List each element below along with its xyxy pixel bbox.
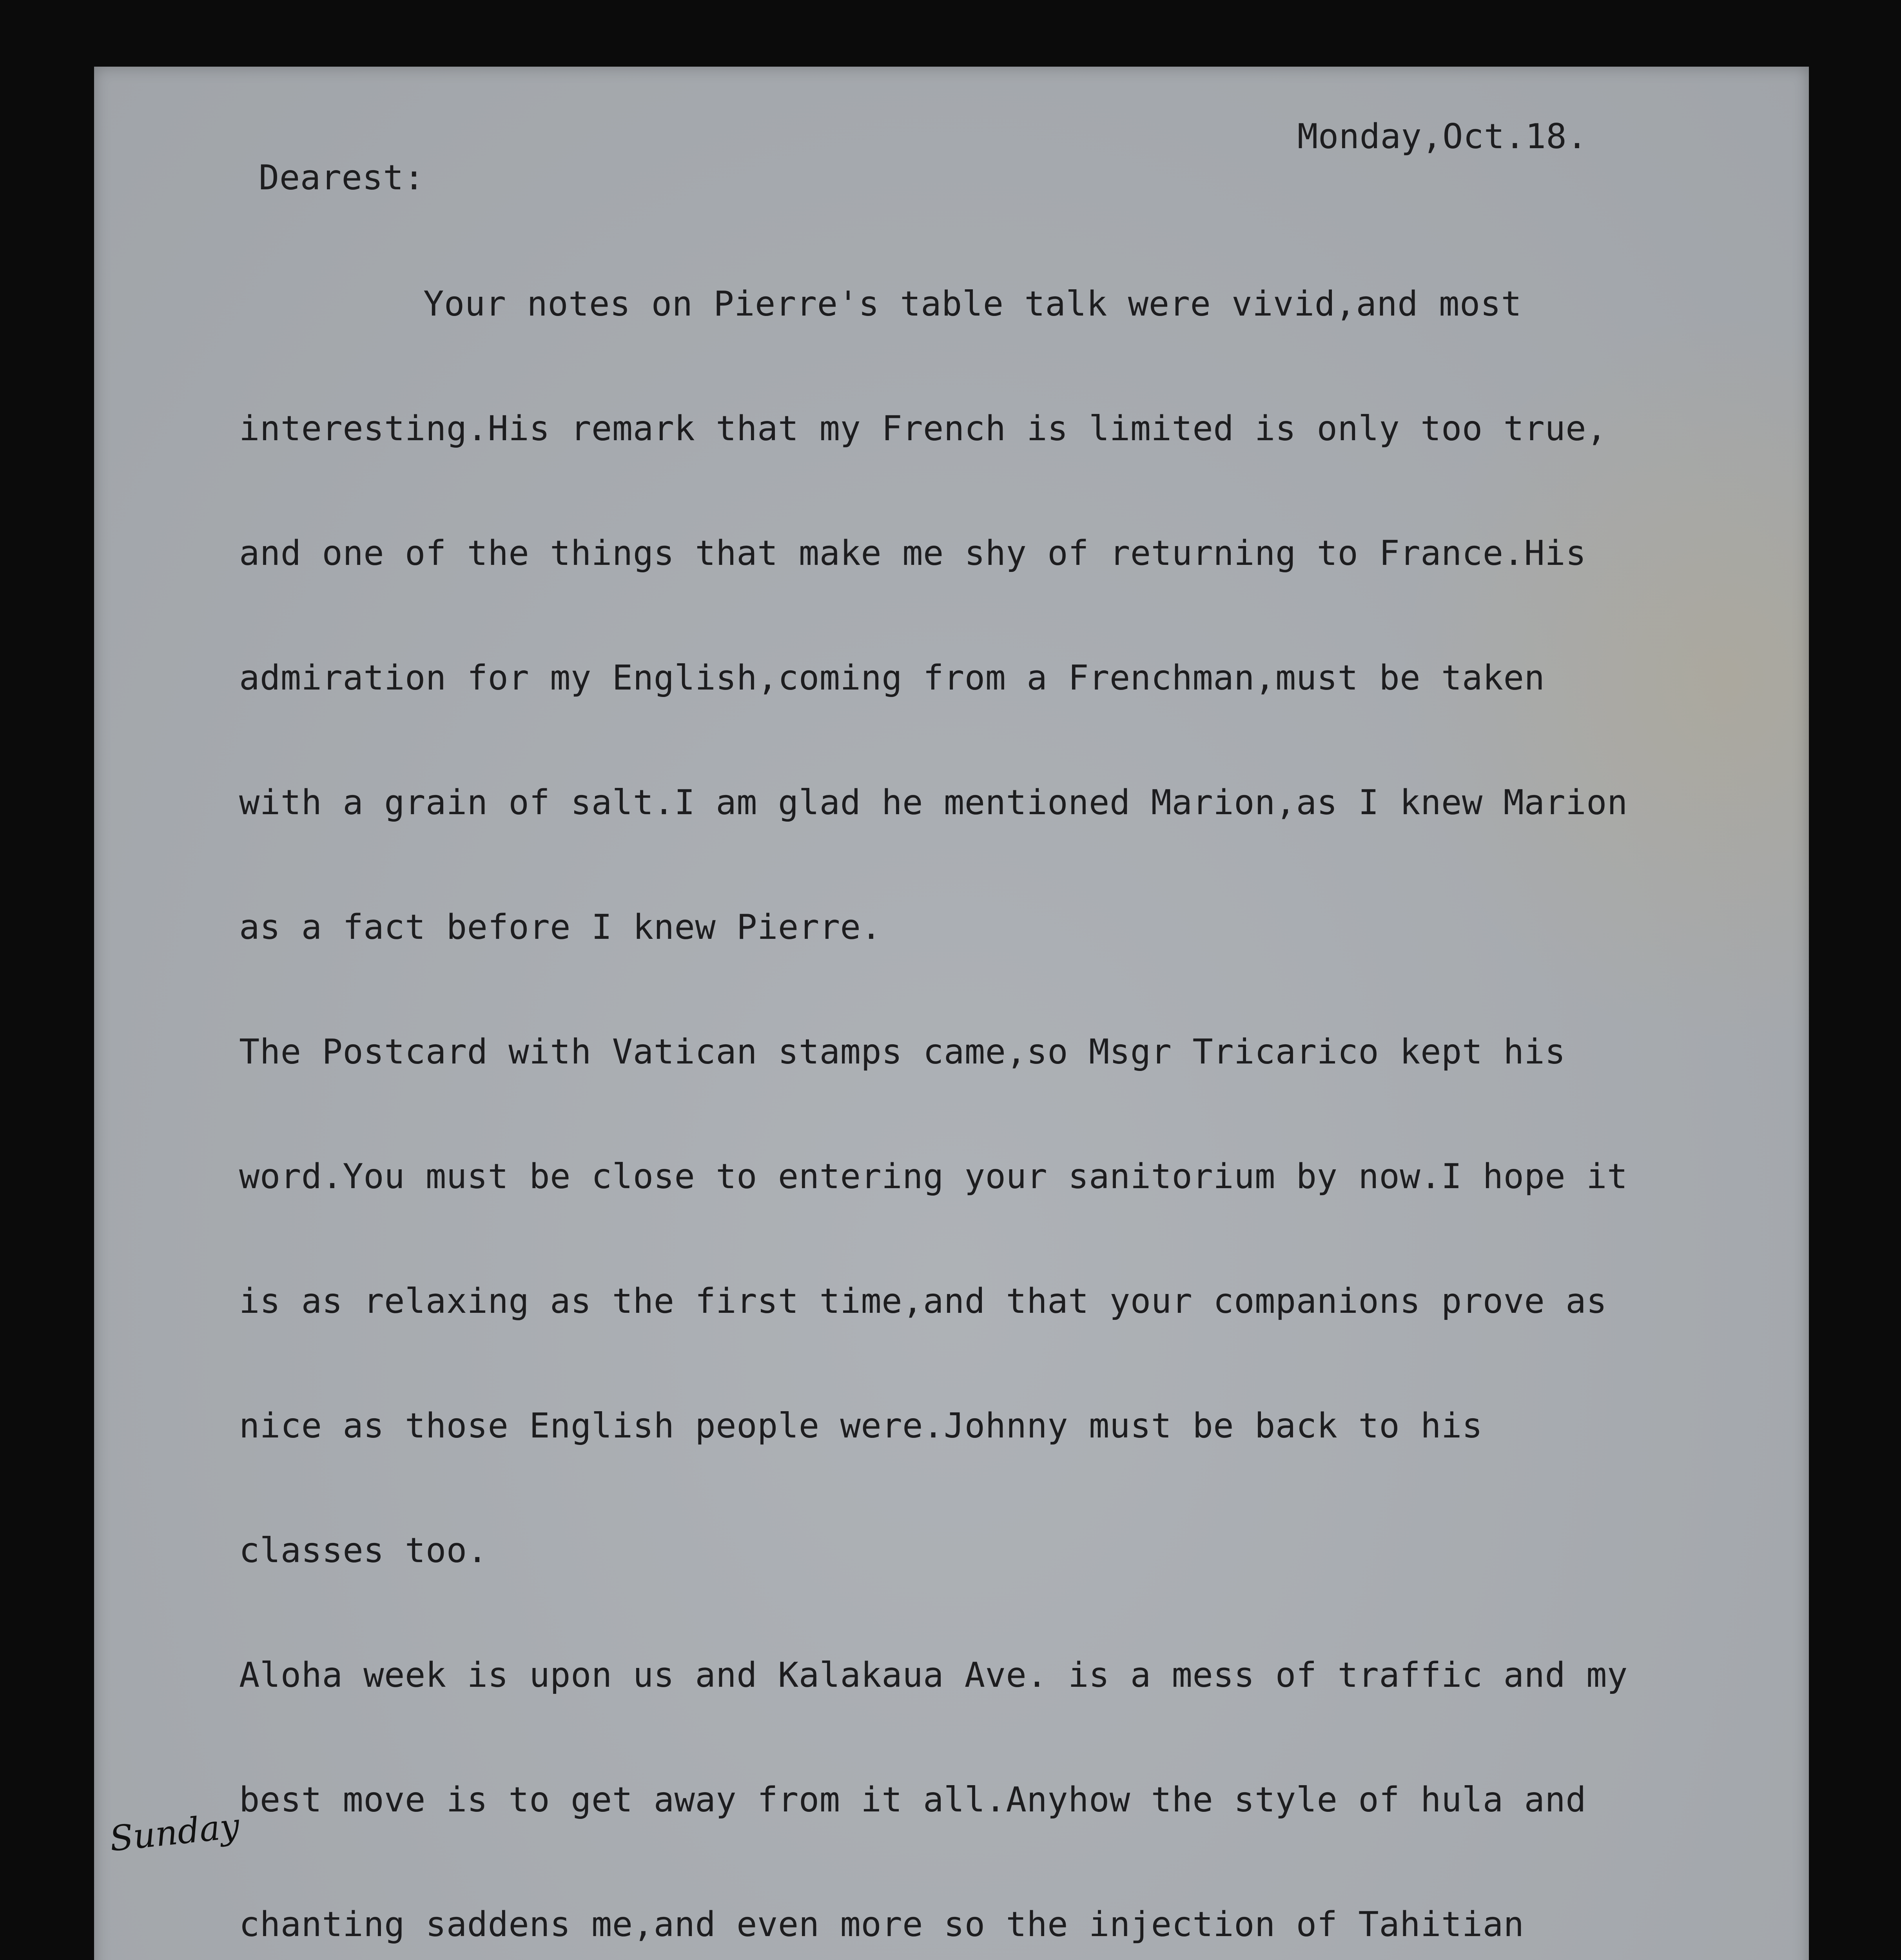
body-line: and one of the things that make me shy of returning to France.His bbox=[239, 533, 1587, 573]
body-line: Aloha week is upon us and Kalakaua Ave. is a mess of traffic and my bbox=[239, 1655, 1628, 1695]
handwritten-margin-note: Sunday bbox=[107, 1805, 241, 1859]
body-line: chanting saddens me,and even more so the injection of Tahitian bbox=[239, 1904, 1524, 1944]
letter-page bbox=[94, 67, 1809, 1960]
body-line: is as relaxing as the first time,and that your companions prove as bbox=[239, 1281, 1607, 1321]
body-line: with a grain of salt.I am glad he mentioned Marion,as I knew Marion bbox=[239, 782, 1628, 822]
body-line: word.You must be close to entering your sanitorium by now.I hope it bbox=[239, 1156, 1628, 1196]
letter-body bbox=[239, 200, 1809, 1960]
body-line: Your notes on Pierre's table talk were vivid,and most bbox=[423, 284, 1522, 324]
body-line: as a fact before I knew Pierre. bbox=[239, 907, 882, 947]
letter-date: Monday,Oct.18. bbox=[1297, 116, 1588, 156]
body-line: The Postcard with Vatican stamps came,so Msgr Tricarico kept his bbox=[239, 1032, 1566, 1072]
body-line: classes too. bbox=[239, 1530, 488, 1570]
body-line: nice as those English people were.Johnny must be back to his bbox=[239, 1406, 1483, 1446]
body-line: interesting.His remark that my French is limited is only too true, bbox=[239, 408, 1607, 448]
letter-salutation: Dearest: bbox=[259, 158, 425, 198]
body-line: admiration for my English,coming from a Frenchman,must be taken bbox=[239, 658, 1545, 698]
body-line: best move is to get away from it all.Anyhow the style of hula and bbox=[239, 1780, 1587, 1820]
